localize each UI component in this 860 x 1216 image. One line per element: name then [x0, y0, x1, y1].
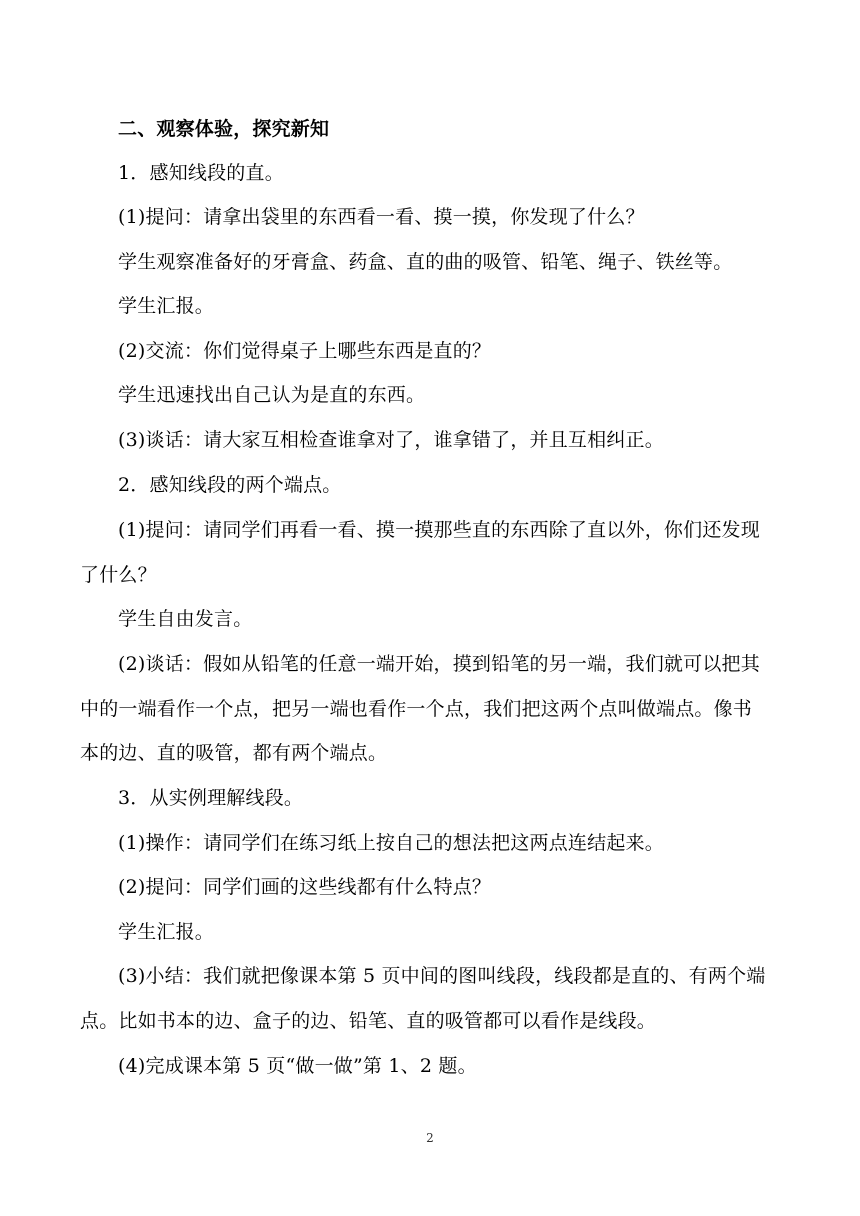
paragraph-line: (1)提问：请拿出袋里的东西看一看、摸一摸，你发现了什么？: [118, 206, 645, 228]
paragraph-line: 学生汇报。: [118, 921, 215, 943]
paragraph-line: (1)提问：请同学们再看一看、摸一摸那些直的东西除了直以外，你们还发现: [118, 519, 760, 541]
paragraph-line: (3)小结：我们就把像课本第 5 页中间的图叫线段，线段都是直的、有两个端: [118, 965, 766, 987]
paragraph-line: 3．从实例理解线段。: [118, 787, 304, 809]
section-heading: 二、观察体验，探究新知: [118, 118, 330, 140]
paragraph-line: 学生汇报。: [118, 295, 215, 317]
paragraph-line: 学生观察准备好的牙膏盒、药盒、直的曲的吸管、铅笔、绳子、铁丝等。: [118, 251, 733, 273]
paragraph-line: (2)谈话：假如从铅笔的任意一端开始，摸到铅笔的另一端，我们就可以把其: [118, 653, 760, 675]
paragraph-line: (3)谈话：请大家互相检查谁拿对了，谁拿错了，并且互相纠正。: [118, 429, 664, 451]
paragraph-line: 2．感知线段的两个端点。: [118, 474, 342, 496]
page-number: 2: [426, 1131, 434, 1145]
paragraph-line: 点。比如书本的边、盒子的边、铅笔、直的吸管都可以看作是线段。: [80, 1010, 657, 1032]
paragraph-line: (4)完成课本第 5 页“做一做”第 1、2 题。: [118, 1055, 477, 1077]
paragraph-line: (1)操作：请同学们在练习纸上按自己的想法把这两点连结起来。: [118, 832, 664, 854]
paragraph-line: 学生迅速找出自己认为是直的东西。: [118, 384, 426, 406]
paragraph-line: 学生自由发言。: [118, 608, 253, 630]
paragraph-line: 1．感知线段的直。: [118, 162, 284, 184]
paragraph-line: (2)交流：你们觉得桌子上哪些东西是直的？: [118, 340, 492, 362]
paragraph-line: 中的一端看作一个点，把另一端也看作一个点，我们把这两个点叫做端点。像书: [80, 698, 753, 720]
paragraph-line: 本的边、直的吸管，都有两个端点。: [80, 742, 388, 764]
paragraph-line: 了什么？: [80, 564, 157, 586]
paragraph-line: (2)提问：同学们画的这些线都有什么特点？: [118, 876, 492, 898]
